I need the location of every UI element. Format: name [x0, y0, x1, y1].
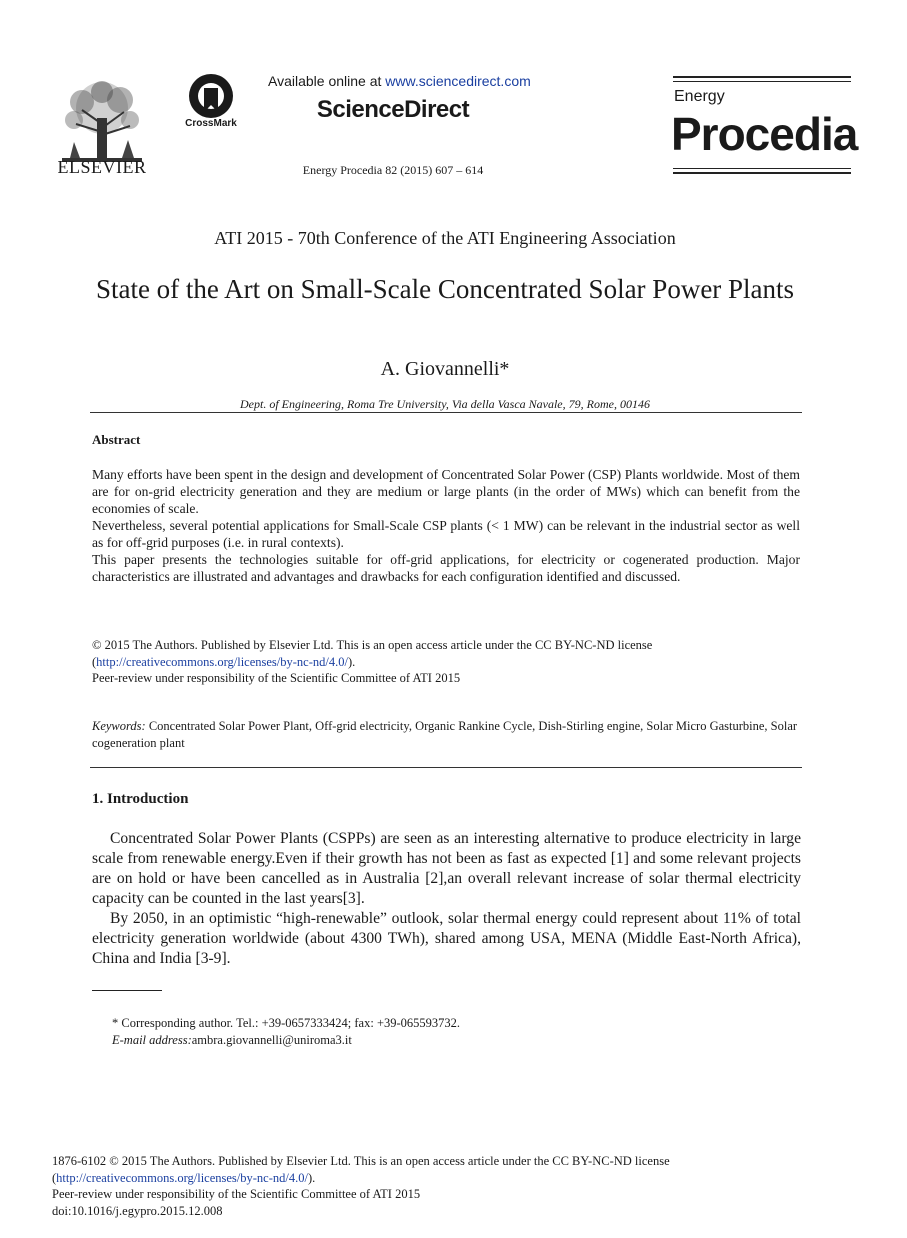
- divider-top: [90, 412, 802, 413]
- abstract-heading: Abstract: [92, 432, 141, 447]
- paren-open: (: [92, 654, 97, 669]
- footnotes: [112, 1015, 812, 1049]
- paren-close: ).: [307, 1170, 316, 1185]
- keywords-text: Concentrated Solar Power Plant, Off-grid electricity, Organic Rankine Cycle, Dish-Stirling engine, Solar Micro Gasturbine, Solar cogeneration plant: [92, 719, 798, 750]
- email-note: [112, 1032, 812, 1049]
- footnote-rule: [92, 990, 162, 991]
- bottom-license-link[interactable]: http://creativecommons.org/licenses/by-nc-nd/4.0/: [56, 1170, 308, 1185]
- publisher-name: ELSEVIER: [57, 157, 147, 177]
- conference-name: ATI 2015 - 70th Conference of the ATI Engineering Association: [214, 228, 676, 248]
- doi-line[interactable]: doi:10.1016/j.egypro.2015.12.008: [52, 1203, 223, 1218]
- paren-close: ).: [347, 654, 356, 669]
- introduction-body: [92, 829, 801, 969]
- keywords-label: Keywords:: [92, 719, 146, 733]
- bottom-license-block: [52, 1153, 852, 1219]
- abstract-body: [92, 466, 800, 585]
- abstract-paragraph: Many efforts have been spent in the design and development of Concentrated Solar Power (CSP) Plants worldwide. Most of them are for on-grid electricity generation and they are medium or large plants (in the order of MWs) which can benefit from the economies of scale.: [92, 467, 800, 516]
- corresponding-author-note: * Corresponding author. Tel.: +39-0657333424; fax: +39-065593732.: [112, 1016, 461, 1030]
- license-link[interactable]: http://creativecommons.org/licenses/by-nc-nd/4.0/: [96, 654, 348, 669]
- crossmark-label: CrossMark: [185, 118, 237, 129]
- journal-brand-procedia: Procedia: [671, 108, 858, 160]
- keywords: [92, 718, 800, 752]
- bottom-peer-review-line: Peer-review under responsibility of the Scientific Committee of ATI 2015: [52, 1187, 421, 1201]
- email-address[interactable]: ambra.giovannelli@uniroma3.it: [191, 1033, 352, 1047]
- divider-bottom: [90, 767, 802, 768]
- available-prefix: Available online at: [268, 73, 386, 89]
- body-paragraph: By 2050, in an optimistic “high-renewable” outlook, solar thermal energy could represent about 11% of total electricity generation worldwide (about 4300 TWh), shared among USA, MENA (Middle East-North Africa), China and India [3-9].: [92, 910, 801, 967]
- journal-brand-rule-bottom: [673, 168, 851, 174]
- available-online-line: [268, 73, 568, 89]
- sciencedirect-link[interactable]: www.sciencedirect.com: [385, 73, 531, 89]
- section-heading-introduction: 1. Introduction: [92, 791, 189, 807]
- issn-license-line: 1876-6102 © 2015 The Authors. Published by Elsevier Ltd. This is an open access article under the CC BY-NC-ND license: [52, 1154, 670, 1168]
- body-paragraph: Concentrated Solar Power Plants (CSPPs) are seen as an interesting alternative to produce electricity in large scale from renewable energy.Even if their growth has not been as fast as expected [1] and some relevant projects are on hold or have been cancelled as in Australia [2],an overall relevant increase of solar thermal electricity capacity can be counted in the last years[3].: [92, 830, 801, 907]
- paren-open: (: [52, 1170, 57, 1185]
- email-label: E-mail address:: [112, 1033, 192, 1047]
- author-affiliation: Dept. of Engineering, Roma Tre University, Via della Vasca Navale, 79, Rome, 00146: [240, 397, 650, 411]
- journal-brand-energy: Energy: [674, 88, 725, 105]
- abstract-paragraph: This paper presents the technologies suitable for off-grid applications, for electricity or cogenerated production. Major characteristics are illustrated and advantages and drawbacks for each configuration identified and discussed.: [92, 552, 800, 584]
- license-line: © 2015 The Authors. Published by Elsevier Ltd. This is an open access article under the CC BY-NC-ND license: [92, 638, 653, 652]
- bottom-link-line: [52, 1170, 852, 1187]
- sciencedirect-brand: ScienceDirect: [316, 96, 470, 123]
- author-name: A. Giovannelli*: [380, 358, 510, 380]
- abstract-paragraph: Nevertheless, several potential applications for Small-Scale CSP plants (< 1 MW) can be relevant in the industrial sector as well as for off-grid purposes (i.e. in rural contexts).: [92, 518, 800, 550]
- journal-reference: Energy Procedia 82 (2015) 607 – 614: [302, 163, 484, 177]
- license-block: [92, 637, 800, 687]
- paper-title: State of the Art on Small-Scale Concentrated Solar Power Plants: [95, 274, 795, 304]
- journal-brand-rule-top: [673, 76, 851, 82]
- license-link-line: [92, 654, 800, 671]
- peer-review-line: Peer-review under responsibility of the Scientific Committee of ATI 2015: [92, 671, 461, 685]
